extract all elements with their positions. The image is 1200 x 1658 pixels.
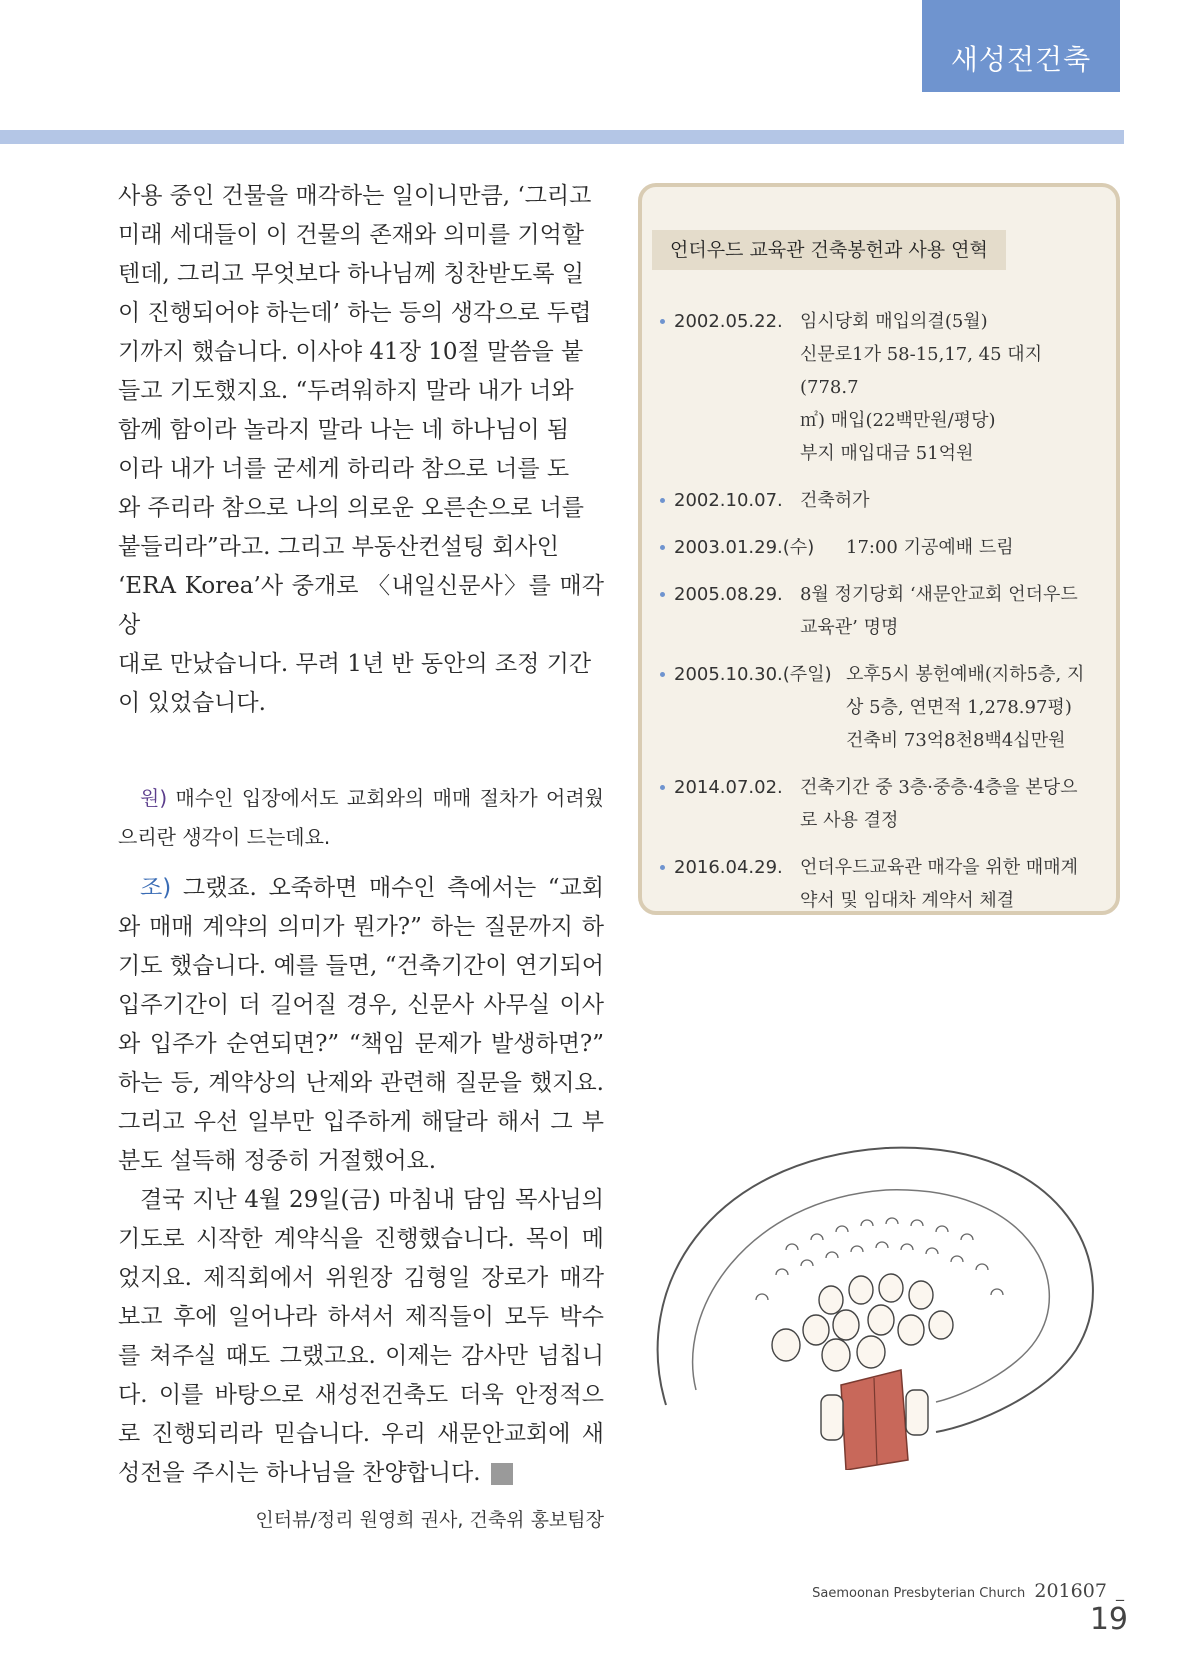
paragraph-intro — [118, 177, 604, 723]
timeline-line: 건축허가 — [800, 490, 870, 511]
timeline-text — [846, 658, 1100, 757]
timeline-line: 건축비 73억8천8백4십만원 — [846, 730, 1066, 751]
timeline-title: 언더우드 교육관 건축봉헌과 사용 연혁 — [652, 230, 1006, 270]
footer-church-name: Saemoonan Presbyterian Church — [812, 1586, 1026, 1601]
footer-separator: _ — [1116, 1582, 1124, 1601]
congregation-illustration — [636, 1140, 1116, 1470]
header-rule — [0, 130, 1124, 144]
timeline-item — [660, 771, 1100, 837]
interview-answer — [118, 869, 604, 1181]
answer-text: 그랬죠. 오죽하면 매수인 측에서는 “교회와 매매 계약의 의미가 뭔가?” 하는 질문까지 하기도 했습니다. 예를 들면, “건축기간이 연기되어 입주기간이 더 길어질 경우, 신문사 사무실 이사와 입주가 순연되면?” “책임 문제가 발생하면?” 하는 등, 계약상의 난제와 관련해 질문을 했지요. 그리고 우선 일부만 입주하게 해달라 해서 그 부분도 설득해 정중히 거절했어요. — [118, 875, 604, 1174]
timeline-item — [660, 578, 1100, 644]
timeline-text — [800, 771, 1100, 837]
timeline-text — [800, 578, 1100, 644]
timeline-text — [800, 851, 1100, 917]
closing-text: 결국 지난 4월 29일(금) 마침내 담임 목사님의 기도로 시작한 계약식을 진행했습니다. 목이 메었지요. 제직회에서 위원장 김형일 장로가 매각 보고 후에 일어나라 하셔서 제직들이 모두 박수를 쳐주실 때도 그랬고요. 이제는 감사만 넘칩니다. 이를 바탕으로 새성전건축도 더욱 안정적으로 진행되리라 믿습니다. 우리 새문안교회에 새성전을 주시는 하나님을 찬양합니다. — [118, 1187, 604, 1486]
timeline-item — [660, 851, 1100, 917]
timeline-line: 로 사용 결정 — [800, 810, 899, 831]
text-line: 기까지 했습니다. 이사야 41장 10절 말씀을 붙 — [118, 339, 584, 365]
timeline-date: 2014.07.02. — [674, 777, 783, 798]
text-line: ‘ERA Korea’사 중개로 〈내일신문사〉를 매각 상 — [118, 573, 604, 638]
timeline-date: 2003.01.29.(수) — [674, 537, 815, 558]
page-number: 19 — [1089, 1602, 1128, 1637]
paragraph-closing — [118, 1181, 604, 1493]
bullet-icon — [660, 498, 665, 503]
timeline-line: 부지 매입대금 51억원 — [800, 443, 974, 464]
section-tab: 새성전건축 — [922, 0, 1120, 92]
timeline-item — [660, 658, 1100, 757]
timeline-text — [800, 305, 1100, 470]
timeline-item — [660, 484, 1100, 517]
text-line: 사용 중인 건물을 매각하는 일이니만큼, ‘그리고 — [118, 183, 592, 209]
speaker-won: 원) — [140, 786, 168, 810]
end-mark-icon: 새 — [491, 1463, 513, 1485]
timeline-line: 교육관’ 명명 — [800, 617, 899, 638]
text-line: 이라 내가 너를 굳세게 하리라 참으로 너를 도 — [118, 456, 570, 482]
timeline-date: 2002.05.22. — [674, 311, 783, 332]
timeline-text — [846, 531, 1100, 564]
timeline-list — [660, 305, 1100, 931]
timeline-line: 8월 정기당회 ‘새문안교회 언더우드 — [800, 584, 1078, 605]
text-line: 이 있었습니다. — [118, 690, 266, 716]
people-faces — [772, 1274, 953, 1371]
interview-question — [118, 779, 604, 857]
text-line: 붙들리라”라고. 그리고 부동산컨설팅 회사인 — [118, 534, 559, 560]
timeline-line: 상 5층, 연면적 1,278.97평) — [846, 697, 1072, 718]
timeline-line: ㎡) 매입(22백만원/평당) — [800, 410, 996, 431]
timeline-line: 언더우드교육관 매각을 위한 매매계 — [800, 857, 1078, 878]
article-body — [118, 177, 604, 1493]
text-line: 미래 세대들이 이 건물의 존재와 의미를 기억할 — [118, 222, 585, 248]
text-line: 와 주리라 참으로 나의 의로운 오른손으로 너를 — [118, 495, 585, 521]
text-line: 이 진행되어야 하는데’ 하는 등의 생각으로 두렵 — [118, 300, 592, 326]
text-line: 대로 만났습니다. 무려 1년 반 동안의 조정 기간 — [118, 651, 592, 677]
footer-issue: 201607 — [1034, 1580, 1107, 1602]
byline-credit: 인터뷰/정리 원영희 권사, 건축위 홍보팀장 — [255, 1509, 604, 1531]
bullet-icon — [660, 785, 665, 790]
timeline-line: 임시당회 매입의결(5월) — [800, 311, 988, 332]
timeline-line: 약서 및 임대차 계약서 체결 — [800, 890, 1015, 911]
text-line: 함께 함이라 놀라지 말라 나는 네 하나님이 됨 — [118, 417, 570, 443]
timeline-item — [660, 531, 1100, 564]
bullet-icon — [660, 672, 665, 677]
timeline-line: 17:00 기공예배 드림 — [846, 537, 1014, 558]
timeline-line: 오후5시 봉헌예배(지하5층, 지 — [846, 664, 1085, 685]
speaker-jo: 조) — [140, 875, 172, 901]
text-line: 들고 기도했지요. “두려워하지 말라 내가 너와 — [118, 378, 574, 404]
timeline-box — [638, 183, 1120, 915]
bullet-icon — [660, 865, 665, 870]
timeline-date: 2005.10.30.(주일) — [674, 664, 832, 685]
timeline-line: 건축기간 중 3층·중층·4층을 본당으 — [800, 777, 1078, 798]
timeline-line: 신문로1가 58-15,17, 45 대지(778.7 — [800, 344, 1043, 398]
timeline-text — [800, 484, 1100, 517]
page-footer — [810, 1580, 1128, 1637]
timeline-date: 2002.10.07. — [674, 490, 783, 511]
bullet-icon — [660, 319, 665, 324]
question-text: 매수인 입장에서도 교회와의 매매 절차가 어려웠으리란 생각이 드는데요. — [118, 786, 605, 849]
text-line: 텐데, 그리고 무엇보다 하나님께 칭찬받도록 일 — [118, 261, 585, 287]
bullet-icon — [660, 592, 665, 597]
bullet-icon — [660, 545, 665, 550]
timeline-date: 2016.04.29. — [674, 857, 783, 878]
timeline-item — [660, 305, 1100, 470]
timeline-date: 2005.08.29. — [674, 584, 783, 605]
